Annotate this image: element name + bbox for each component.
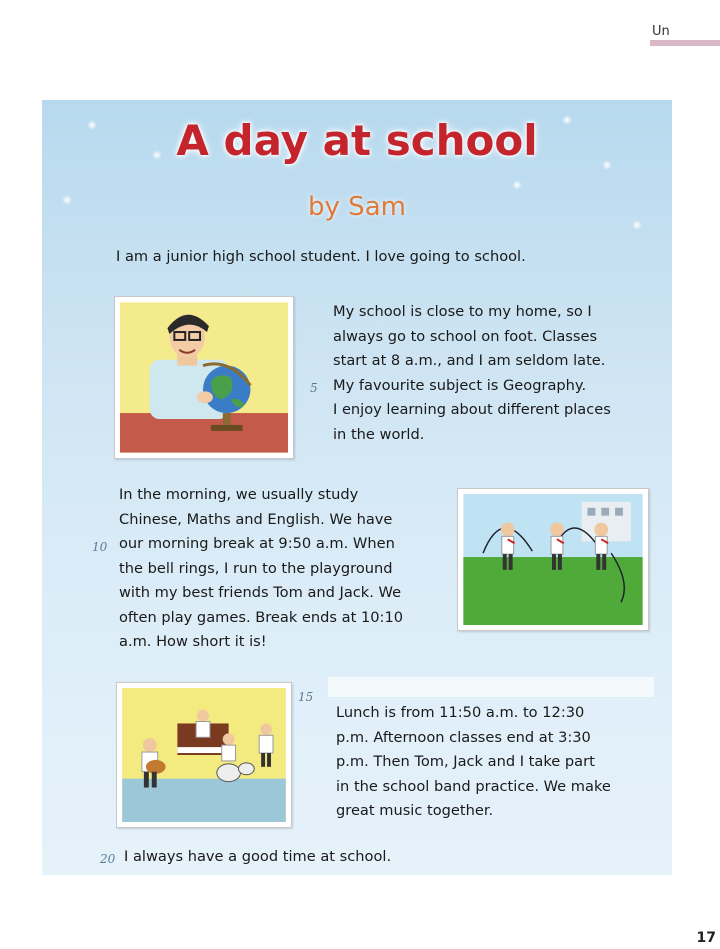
paragraph-2-line: a.m. How short it is! xyxy=(119,633,267,650)
playground-image xyxy=(463,494,643,625)
paragraph-1-line: My favourite subject is Geography. xyxy=(333,376,587,394)
playground-illustration xyxy=(457,488,649,631)
paragraph-2-line: the bell rings, I run to the playground xyxy=(119,559,393,577)
paragraph-1 xyxy=(333,300,611,447)
paragraph-3-line: p.m. Afternoon classes end at 3:30 xyxy=(336,728,591,746)
globe-illustration xyxy=(114,296,294,459)
author-byline: by Sam xyxy=(308,192,406,222)
paragraph-1-line: always go to school on foot. Classes xyxy=(333,327,598,345)
page-title: A day at school xyxy=(176,116,538,165)
paragraph-3-line: in the school band practice. We make xyxy=(336,777,611,795)
paragraph-1-line: in the world. xyxy=(333,425,425,443)
unit-tab-bar xyxy=(650,40,720,46)
paragraph-2 xyxy=(119,483,403,655)
paragraph-2-line: Chinese, Maths and English. We have xyxy=(119,510,393,528)
band-illustration xyxy=(116,682,292,828)
page-number: 17 xyxy=(696,930,716,946)
reading-panel xyxy=(42,100,672,875)
paragraph-1-line: start at 8 a.m., and I am seldom late. xyxy=(333,352,606,369)
closing-line: I always have a good time at school. xyxy=(124,848,392,865)
paragraph-3-line: p.m. Then Tom, Jack and I take part xyxy=(336,753,595,770)
paragraph-2-line: with my best friends Tom and Jack. We xyxy=(119,584,402,601)
paragraph-1-line: I enjoy learning about different places xyxy=(333,401,611,418)
highlight-bar xyxy=(328,677,654,697)
paragraph-3-line: Lunch is from 11:50 a.m. to 12:30 xyxy=(336,704,585,721)
paragraph-2-line: our morning break at 9:50 a.m. When xyxy=(119,535,395,552)
paragraph-3 xyxy=(336,701,611,824)
unit-tab-label: Un xyxy=(652,24,670,39)
line-number-5: 5 xyxy=(310,381,318,395)
line-number-20: 20 xyxy=(100,852,116,866)
intro-line: I am a junior high school student. I love going to school. xyxy=(116,248,526,265)
line-number-15: 15 xyxy=(298,690,314,704)
band-image xyxy=(122,688,286,822)
paragraph-1-line: My school is close to my home, so I xyxy=(333,303,592,320)
paragraph-3-line: great music together. xyxy=(336,802,494,819)
line-number-10: 10 xyxy=(92,540,108,554)
paragraph-2-line: often play games. Break ends at 10:10 xyxy=(119,608,404,626)
globe-image xyxy=(120,302,288,453)
intro-text xyxy=(116,245,526,270)
paragraph-2-line: In the morning, we usually study xyxy=(119,486,359,503)
closing-text xyxy=(124,845,391,870)
